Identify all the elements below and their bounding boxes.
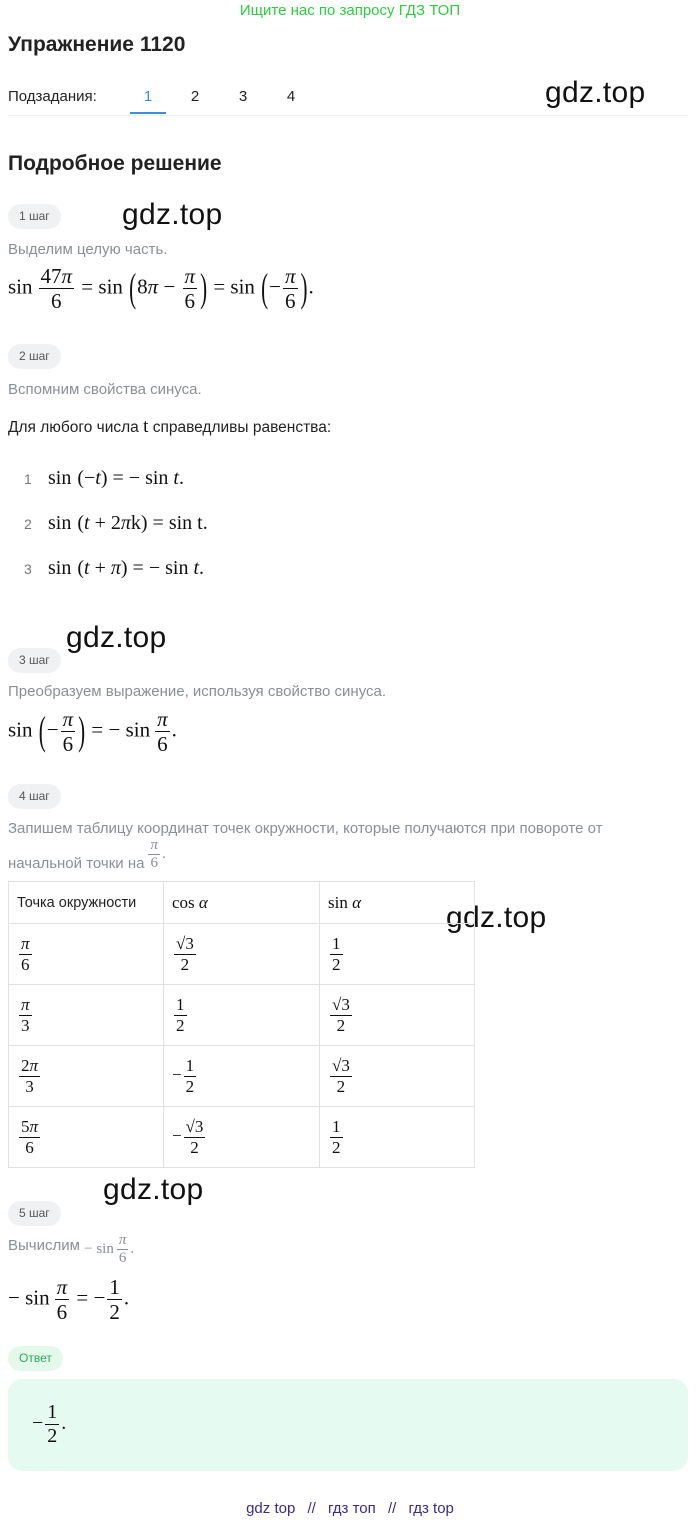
subtasks-label: Подзадания: — [8, 88, 97, 105]
header-sin: sin — [328, 892, 348, 912]
step-hint: Запишем таблицу координат точек окружности, которые получаются при повороте от — [8, 820, 603, 837]
footer-links — [0, 1500, 700, 1517]
table-header — [320, 882, 475, 924]
table-header — [9, 882, 164, 924]
table-row — [9, 985, 475, 1046]
list-number: 3 — [24, 561, 32, 577]
footer-link[interactable]: гдз top — [408, 1500, 454, 1517]
page-title: Упражнение 1120 — [8, 33, 186, 56]
watermark: gdz.top — [103, 1173, 204, 1206]
alpha-symbol: α — [352, 892, 362, 912]
tab-subtask-2[interactable]: 2 — [190, 88, 200, 105]
list-number: 2 — [24, 516, 32, 532]
step-badge: 2 шаг — [8, 344, 61, 369]
answer-badge: Ответ — [8, 1346, 63, 1371]
table-row — [9, 924, 475, 985]
table-row — [9, 1107, 475, 1168]
footer-separator: // — [307, 1500, 316, 1517]
header-point: Точка окружности — [17, 895, 137, 911]
watermark: gdz.top — [545, 76, 646, 109]
table-cell: $\frac{\pi}{6}$ — [9, 924, 164, 985]
table-cell: $\frac{√3}{2}$ — [320, 985, 475, 1046]
table-header-row — [9, 882, 475, 924]
intro-suffix: справедливы равенства: — [148, 419, 332, 436]
footer-link[interactable]: гдз топ — [328, 1500, 376, 1517]
table-cell: − $\frac{1}{2}$ — [164, 1046, 320, 1107]
tab-subtask-4[interactable]: 4 — [286, 88, 296, 105]
answer-value: − $\frac{1}{2}$ . — [32, 1401, 67, 1447]
formula: sin (t + π) = − sin t. — [48, 557, 205, 579]
search-hint-banner: Ищите нас по запросу ГДЗ ТОП — [239, 2, 461, 19]
footer-separator: // — [387, 1500, 397, 1517]
circle-coordinates-table — [8, 881, 475, 1168]
hint-text: Вычислим — [8, 1237, 80, 1255]
table-cell: $\frac{√3}{2}$ — [164, 924, 320, 985]
step-badge: 4 шаг — [8, 784, 61, 809]
table-cell: $\frac{5\pi}{6}$ — [9, 1107, 164, 1168]
divider — [8, 115, 688, 116]
answer-box — [8, 1379, 688, 1471]
formula: sin (−t) = − sin t. — [48, 467, 184, 489]
table-cell: $\frac{2\pi}{3}$ — [9, 1046, 164, 1107]
tab-subtask-3[interactable]: 3 — [238, 88, 248, 105]
tab-subtask-1[interactable]: 1 — [143, 88, 153, 105]
list-number: 1 — [24, 471, 32, 487]
step-intro — [8, 416, 331, 438]
table-header — [164, 882, 320, 924]
step-badge: 1 шаг — [8, 204, 61, 229]
table-cell: $\frac{\pi}{3}$ — [9, 985, 164, 1046]
table-row — [9, 1046, 475, 1107]
step-hint: Преобразуем выражение, используя свойство синуса. — [8, 683, 387, 700]
table-cell: $\frac{1}{2}$ — [320, 924, 475, 985]
table-cell: $\frac{√3}{2}$ — [320, 1046, 475, 1107]
watermark: gdz.top — [446, 901, 547, 934]
table-cell: − $\frac{√3}{2}$ — [164, 1107, 320, 1168]
intro-variable: t — [143, 416, 149, 437]
step-hint: Вспомним свойства синуса. — [8, 381, 202, 398]
formula: sin (− $\frac{\pi}{6}$ ) = − sin $\frac{\pi}{6}$ . — [8, 707, 177, 757]
table-cell: $\frac{1}{2}$ — [164, 985, 320, 1046]
header-cos: cos — [172, 892, 195, 912]
formula: sin (t + 2πk) = sin t. — [48, 512, 208, 534]
intro-prefix: Для любого числа — [8, 419, 144, 436]
step-hint-continued: начальной точки на $\frac{\pi}{6}$ . — [8, 837, 166, 873]
alpha-symbol: α — [198, 892, 208, 912]
footer-link[interactable]: gdz top — [246, 1500, 296, 1517]
step-hint: Вычислим − sin $\frac{\pi}{6}$ . — [8, 1232, 135, 1267]
watermark: gdz.top — [122, 198, 223, 231]
active-tab-indicator — [130, 112, 166, 114]
formula: sin $\frac{47\pi}{6}$ = sin (8π − $\frac{\pi}{6}$ ) = sin (− $\frac{\pi}{6}$ ). — [8, 264, 314, 314]
solution-heading: Подробное решение — [8, 152, 222, 175]
step-hint: Выделим целую часть. — [8, 241, 168, 258]
watermark: gdz.top — [66, 621, 167, 654]
step-badge: 5 шаг — [8, 1201, 61, 1226]
formula: − sin $\frac{\pi}{6}$ = − $\frac{1}{2}$ . — [8, 1275, 130, 1325]
hint-text: начальной точки на — [8, 855, 145, 873]
table-cell: $\frac{1}{2}$ — [320, 1107, 475, 1168]
step-badge: 3 шаг — [8, 648, 61, 673]
